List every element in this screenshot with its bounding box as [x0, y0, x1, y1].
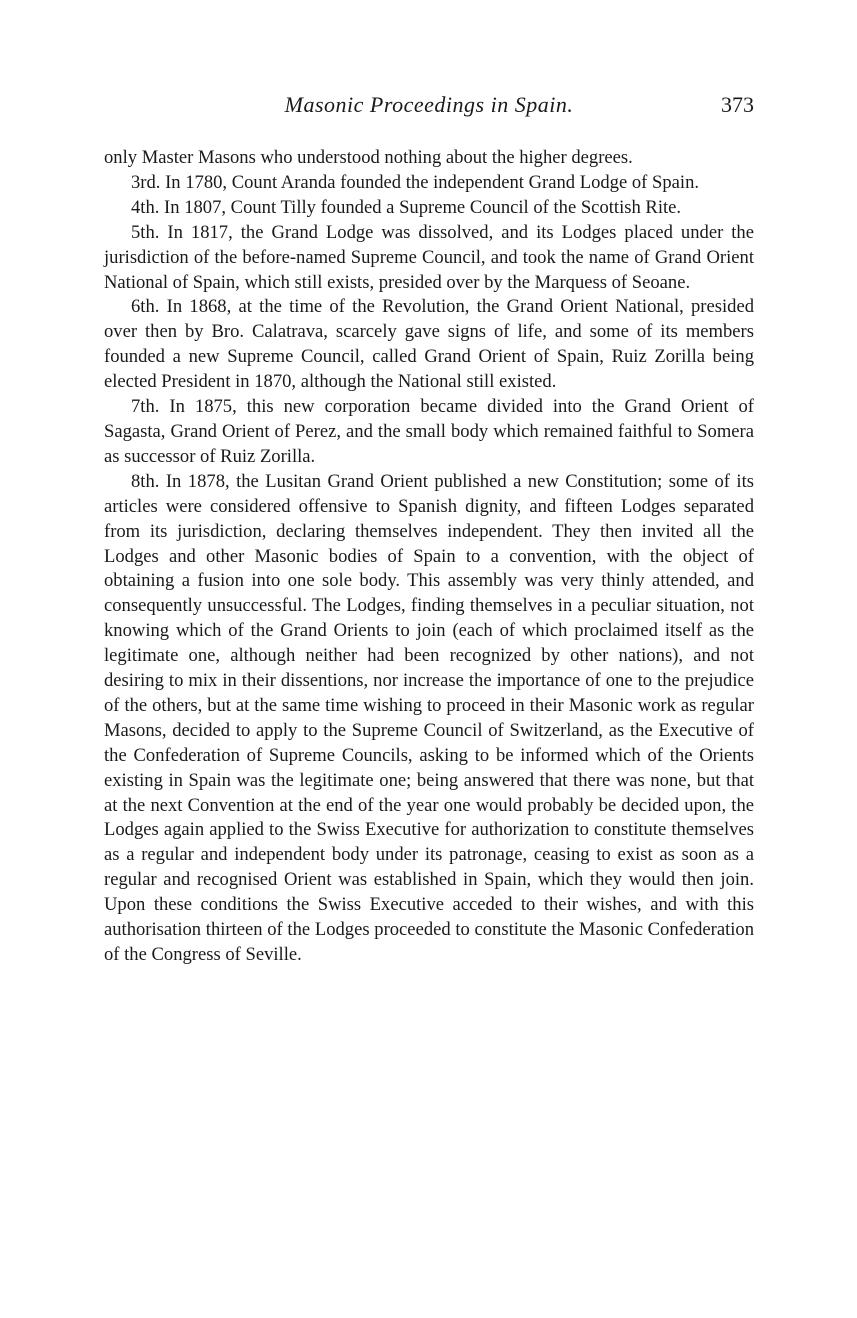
- paragraph-8th: 8th. In 1878, the Lusitan Grand Orient published a new Constitution; some of its articles were considered offensive to Spanish dignity, and fifteen Lodges separated from its jurisdiction, declaring themselves independent. They then invited all the Lodges and other Masonic bodies of Spain to a convention, with the object of obtaining a fusion into one sole body. This assembly was very thinly attended, and consequently unsuccessful. The Lodges, finding themselves in a peculiar situation, not knowing which of the Grand Orients to join (each of which proclaimed itself as the legitimate one, although neither had been recognized by other nations), and not desiring to mix in their dissentions, nor increase the importance of one to the prejudice of the others, but at the same time wishing to proceed in their Masonic work as regular Masons, decided to apply to the Supreme Council of Switzerland, as the Executive of the Confederation of Supreme Councils, asking to be informed which of the Orients existing in Spain was the legitimate one; being answered that there was none, but that at the next Convention at the end of the year one would probably be decided upon, the Lodges again applied to the Swiss Executive for authorization to constitute themselves as a regular and independent body under its patronage, ceasing to exist as soon as a regular and recognised Orient was established in Spain, which they would then join. Upon these conditions the Swiss Executive acceded to their wishes, and with this authorisation thirteen of the Lodges proceeded to constitute the Masonic Confederation of the Congress of Seville.: [104, 470, 754, 965]
- paragraph-7th: 7th. In 1875, this new corporation became divided into the Grand Orient of Sagasta, Grand Orient of Perez, and the small body which remained faithful to Somera as successor of Ruiz Zorilla.: [104, 396, 754, 467]
- running-title: Masonic Proceedings in Spain.: [284, 92, 574, 117]
- paragraph-5th: 5th. In 1817, the Grand Lodge was dissolved, and its Lodges placed under the jurisdiction of the before-named Supreme Council, and took the name of Grand Orient National of Spain, which still exists, presided over by the Marquess of Seoane.: [104, 221, 754, 293]
- paragraph-continuation: only Master Masons who understood nothing about the higher degrees.: [104, 147, 633, 168]
- page-header: [104, 92, 754, 122]
- paragraph-6th: 6th. In 1868, at the time of the Revolution, the Grand Orient National, presided over then by Bro. Calatrava, scarcely gave signs of life, and some of its members founded a new Supreme Council, called Grand Orient of Spain, Ruiz Zorilla being elected President in 1870, although the National still existed.: [104, 296, 754, 393]
- body-text: [104, 146, 754, 968]
- page-number: 373: [721, 92, 754, 117]
- paragraph-4th: 4th. In 1807, Count Tilly founded a Supreme Council of the Scottish Rite.: [131, 196, 682, 218]
- paragraph-3rd: 3rd. In 1780, Count Aranda founded the independent Grand Lodge of Spain.: [131, 171, 700, 193]
